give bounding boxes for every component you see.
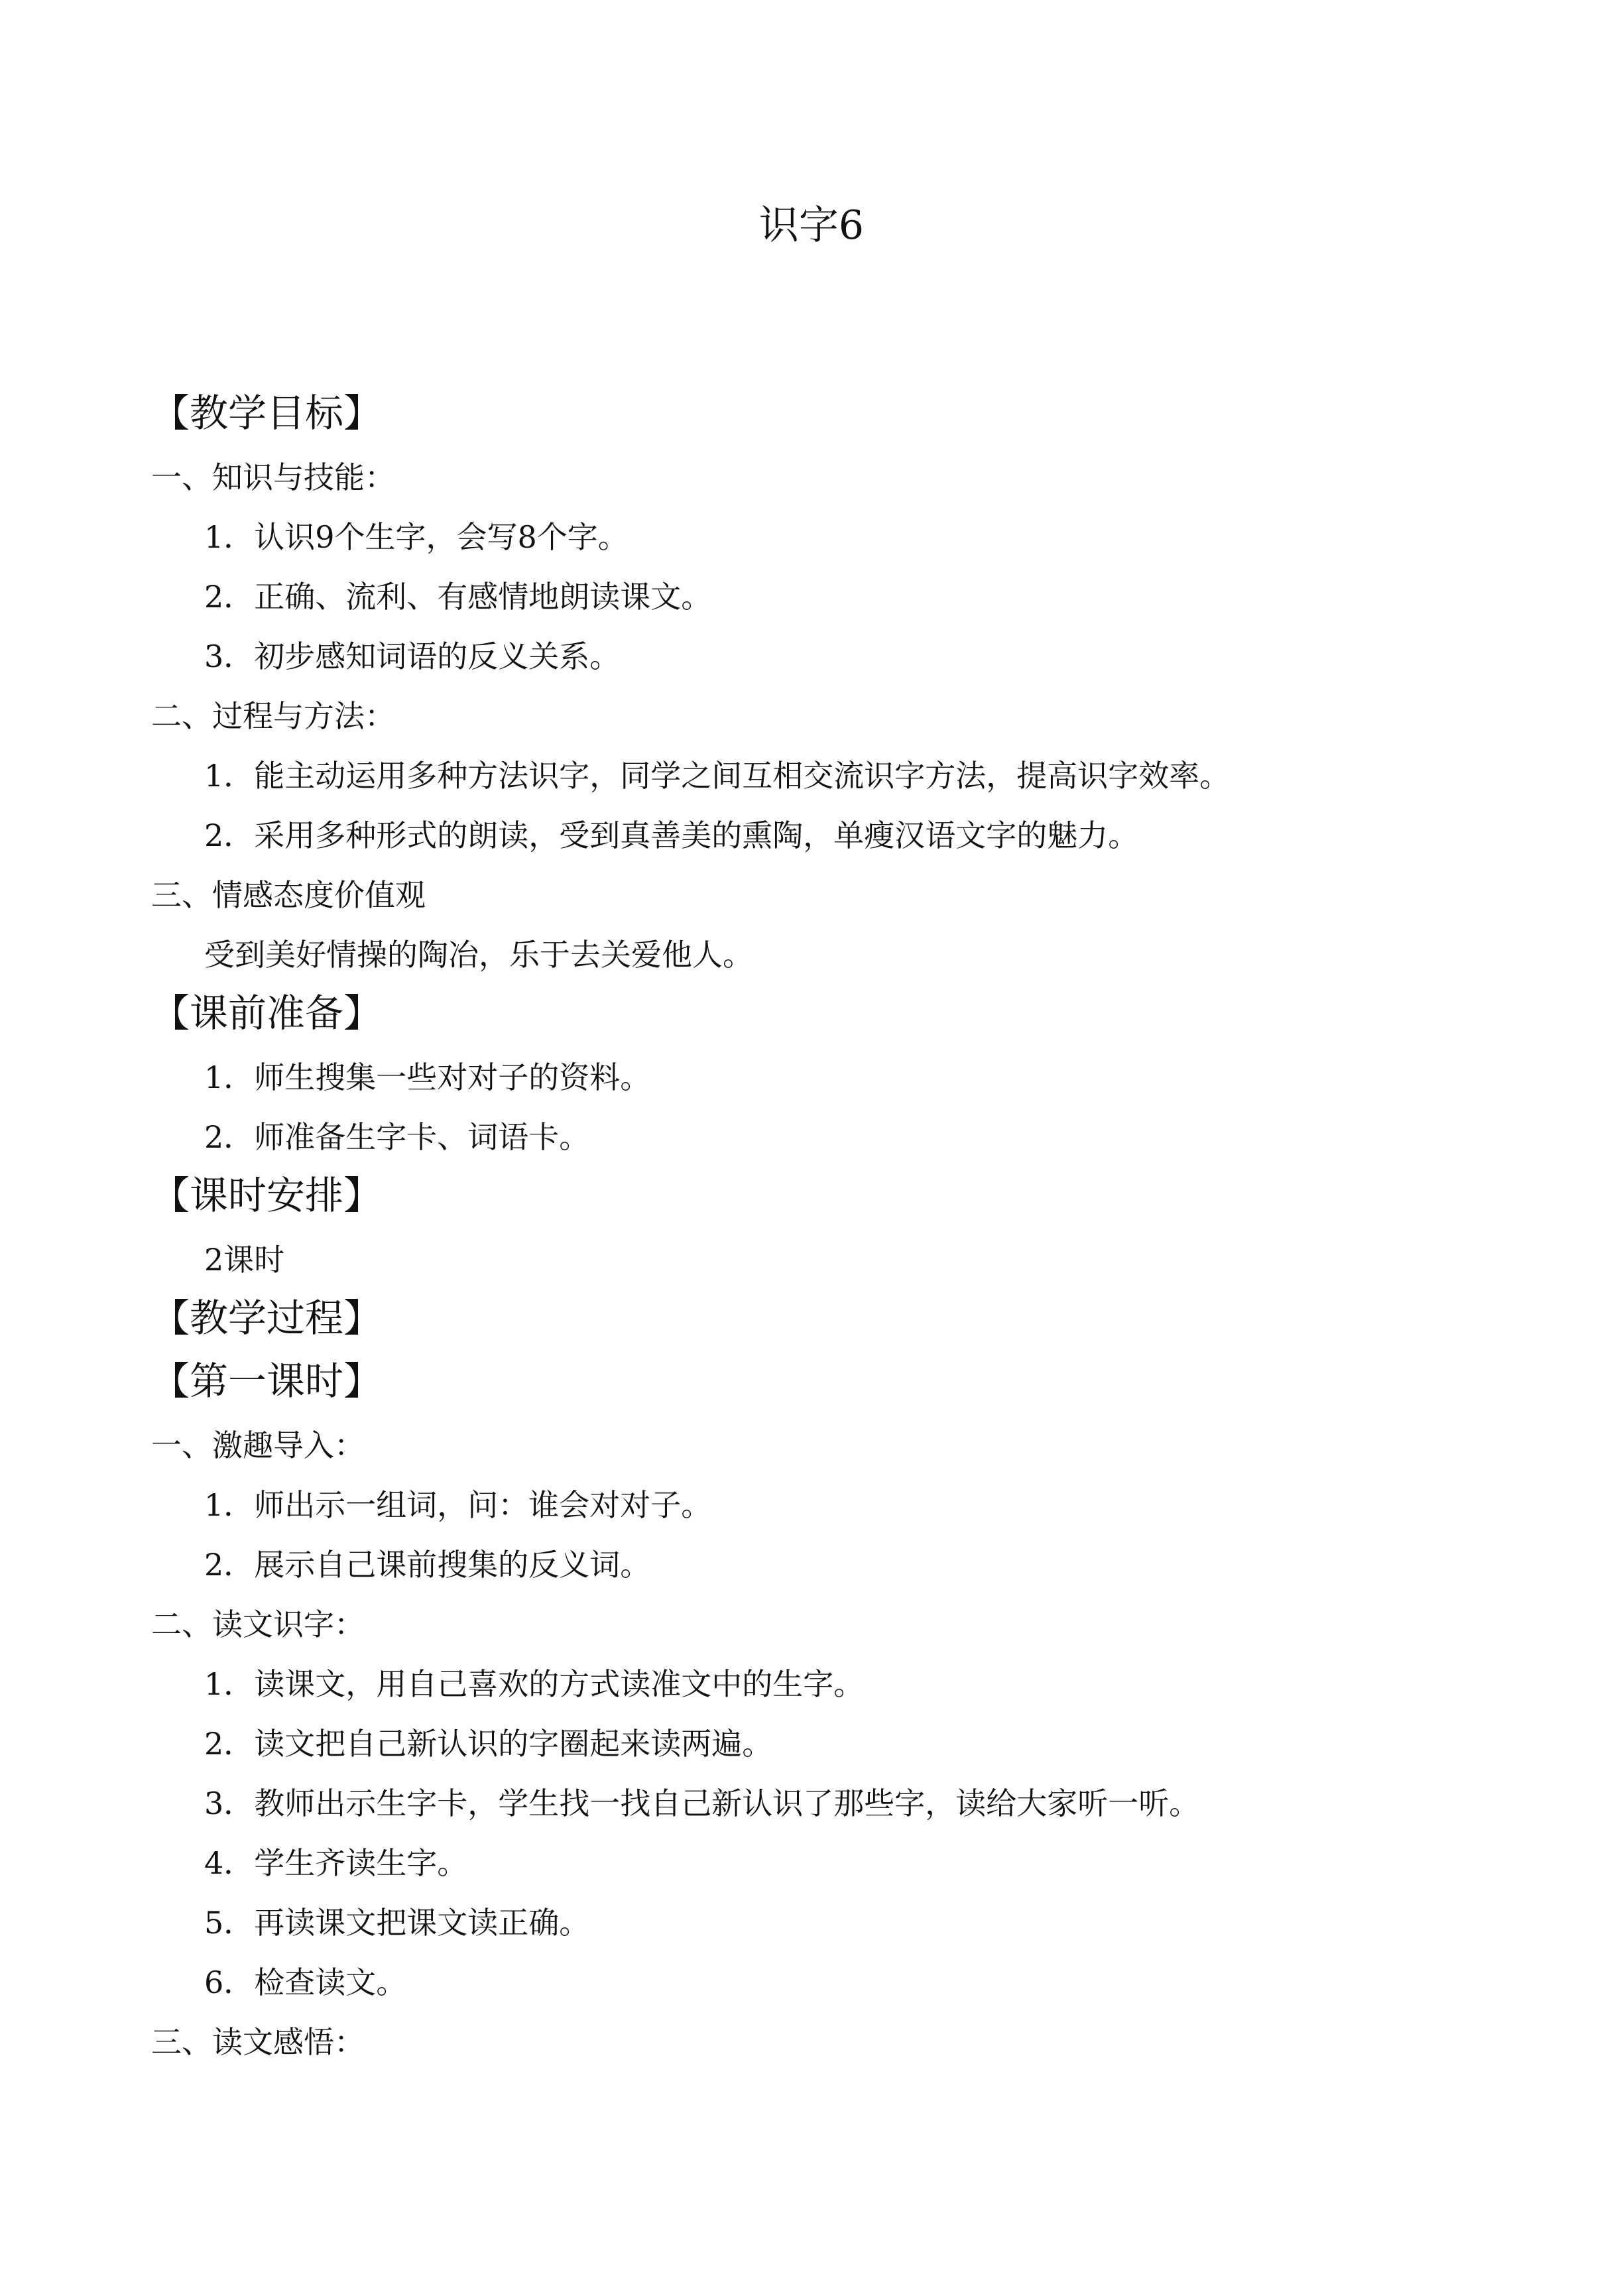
intro-heading: 一、激趣导入： <box>151 1427 365 1463</box>
knowledge-item: 2．正确、流利、有感情地朗读课文。 <box>204 579 712 615</box>
knowledge-heading: 一、知识与技能： <box>151 459 395 495</box>
reading-item: 6．检查读文。 <box>204 1964 407 2000</box>
process-item: 1．能主动运用多种方法识字，同学之间互相交流识字方法，提高识字效率。 <box>204 758 1231 794</box>
objectives-heading: 【教学目标】 <box>151 391 383 436</box>
knowledge-item: 1．认识9个生字，会写8个字。 <box>204 519 629 555</box>
emotion-heading: 三、情感态度价值观 <box>151 877 426 913</box>
preparation-heading: 【课前准备】 <box>151 991 383 1036</box>
comprehension-heading: 三、读文感悟： <box>151 2024 365 2060</box>
emotion-text: 受到美好情操的陶冶，乐于去关爱他人。 <box>204 937 753 973</box>
intro-item: 2．展示自己课前搜集的反义词。 <box>204 1547 651 1583</box>
reading-item: 3．教师出示生字卡，学生找一找自己新认识了那些字，读给大家听一听。 <box>204 1785 1200 1821</box>
process-heading: 二、过程与方法： <box>151 698 395 734</box>
teaching-process-heading: 【教学过程】 <box>151 1296 383 1341</box>
lesson1-heading: 【第一课时】 <box>151 1359 383 1404</box>
preparation-item: 1．师生搜集一些对对子的资料。 <box>204 1059 651 1095</box>
document-title: 识字6 <box>758 202 865 249</box>
process-item: 2．采用多种形式的朗读，受到真善美的熏陶，单瘦汉语文字的魅力。 <box>204 817 1139 853</box>
reading-heading: 二、读文识字： <box>151 1606 365 1642</box>
preparation-item: 2．师准备生字卡、词语卡。 <box>204 1119 590 1155</box>
schedule-text: 2课时 <box>204 1242 285 1278</box>
schedule-heading: 【课时安排】 <box>151 1173 383 1218</box>
reading-item: 5．再读课文把课文读正确。 <box>204 1905 590 1941</box>
reading-item: 1．读课文，用自己喜欢的方式读准文中的生字。 <box>204 1666 865 1702</box>
intro-item: 1．师出示一组词，问：谁会对对子。 <box>204 1487 712 1523</box>
knowledge-item: 3．初步感知词语的反义关系。 <box>204 638 621 674</box>
reading-item: 2．读文把自己新认识的字圈起来读两遍。 <box>204 1726 773 1762</box>
reading-item: 4．学生齐读生字。 <box>204 1845 468 1881</box>
